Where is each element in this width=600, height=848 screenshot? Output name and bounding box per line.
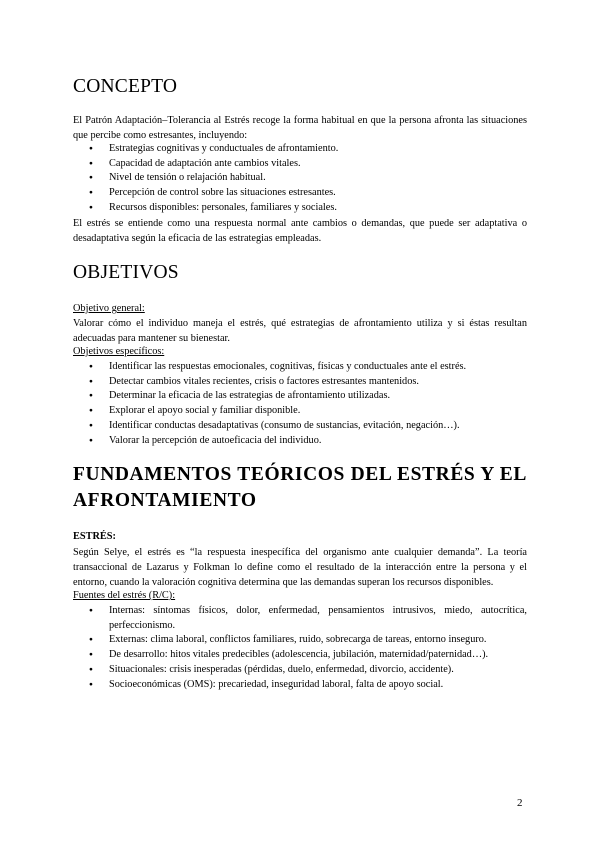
concepto-closing: El estrés se entiende como una respuesta normal ante cambios o demandas, que puede ser adaptativa o desadaptativa según la eficacia de las estrategias empleadas. bbox=[73, 218, 527, 244]
objetivos-heading: OBJETIVOS bbox=[73, 262, 179, 283]
list-item: ● Valorar la percepción de autoeficacia del individuo. bbox=[73, 434, 527, 449]
list-item: ● Detectar cambios vitales recientes, crisis o factores estresantes mantenidos. bbox=[73, 375, 527, 390]
concepto-heading: CONCEPTO bbox=[73, 76, 178, 97]
concepto-list bbox=[73, 142, 527, 216]
list-item: ● Explorar el apoyo social y familiar disponible. bbox=[73, 404, 527, 419]
objetivo-general-label: Objetivo general: bbox=[73, 303, 145, 314]
objetivos-list bbox=[73, 360, 527, 448]
list-item: ● Identificar las respuestas emocionales, cognitivas, físicas y conductuales ante el estrés. bbox=[73, 360, 527, 375]
list-item: ● De desarrollo: hitos vitales predecibles (adolescencia, jubilación, maternidad/paternidad…). bbox=[73, 648, 527, 663]
list-item: ● Percepción de control sobre las situaciones estresantes. bbox=[73, 186, 527, 201]
fundamentos-heading: FUNDAMENTOS TEÓRICOS DEL ESTRÉS Y EL AFRONTAMIENTO bbox=[73, 464, 527, 511]
list-item: ● Estrategias cognitivas y conductuales de afrontamiento. bbox=[73, 142, 527, 157]
list-item: ● Internas: síntomas físicos, dolor, enfermedad, pensamientos intrusivos, miedo, autocrítica, perfeccionismo. bbox=[73, 604, 527, 633]
objetivo-general-text: Valorar cómo el individuo maneja el estrés, qué estrategias de afrontamiento utiliza y si éstas resultan adecuadas para mantener su bienestar. bbox=[73, 318, 527, 344]
fuentes-list bbox=[73, 604, 527, 692]
list-item: ● Nivel de tensión o relajación habitual. bbox=[73, 171, 527, 186]
list-item: ● Identificar conductas desadaptativas (consumo de sustancias, evitación, negación…). bbox=[73, 419, 527, 434]
list-item: ● Socioeconómicas (OMS): precariedad, inseguridad laboral, falta de apoyo social. bbox=[73, 678, 527, 693]
objetivos-especificos-label: Objetivos específicos: bbox=[73, 346, 165, 357]
list-item: ● Determinar la eficacia de las estrategias de afrontamiento utilizadas. bbox=[73, 389, 527, 404]
list-item: ● Situacionales: crisis inesperadas (pérdidas, duelo, enfermedad, divorcio, accidente). bbox=[73, 663, 527, 678]
list-item: ● Externas: clima laboral, conflictos familiares, ruido, sobrecarga de tareas, entorno inseguro. bbox=[73, 633, 527, 648]
list-item: ● Recursos disponibles: personales, familiares y sociales. bbox=[73, 201, 527, 216]
fuentes-label: Fuentes del estrés (R/C): bbox=[73, 590, 176, 601]
concepto-intro: El Patrón Adaptación–Tolerancia al Estrés recoge la forma habitual en que la persona afronta las situaciones que percibe como estresantes, incluyendo: bbox=[73, 115, 527, 141]
page-number: 2 bbox=[517, 797, 523, 809]
estres-label: ESTRÉS: bbox=[73, 531, 116, 542]
estres-text: Según Selye, el estrés es “la respuesta inespecífica del organismo ante cualquier demanda”. La teoría transaccional de Lazarus y Folkman lo define como el resultado de la interacción entre la persona y el entorno, cuando la valoración cognitiva determina que las demandas superan los recursos disponibles. bbox=[73, 547, 527, 588]
list-item: ● Capacidad de adaptación ante cambios vitales. bbox=[73, 157, 527, 172]
